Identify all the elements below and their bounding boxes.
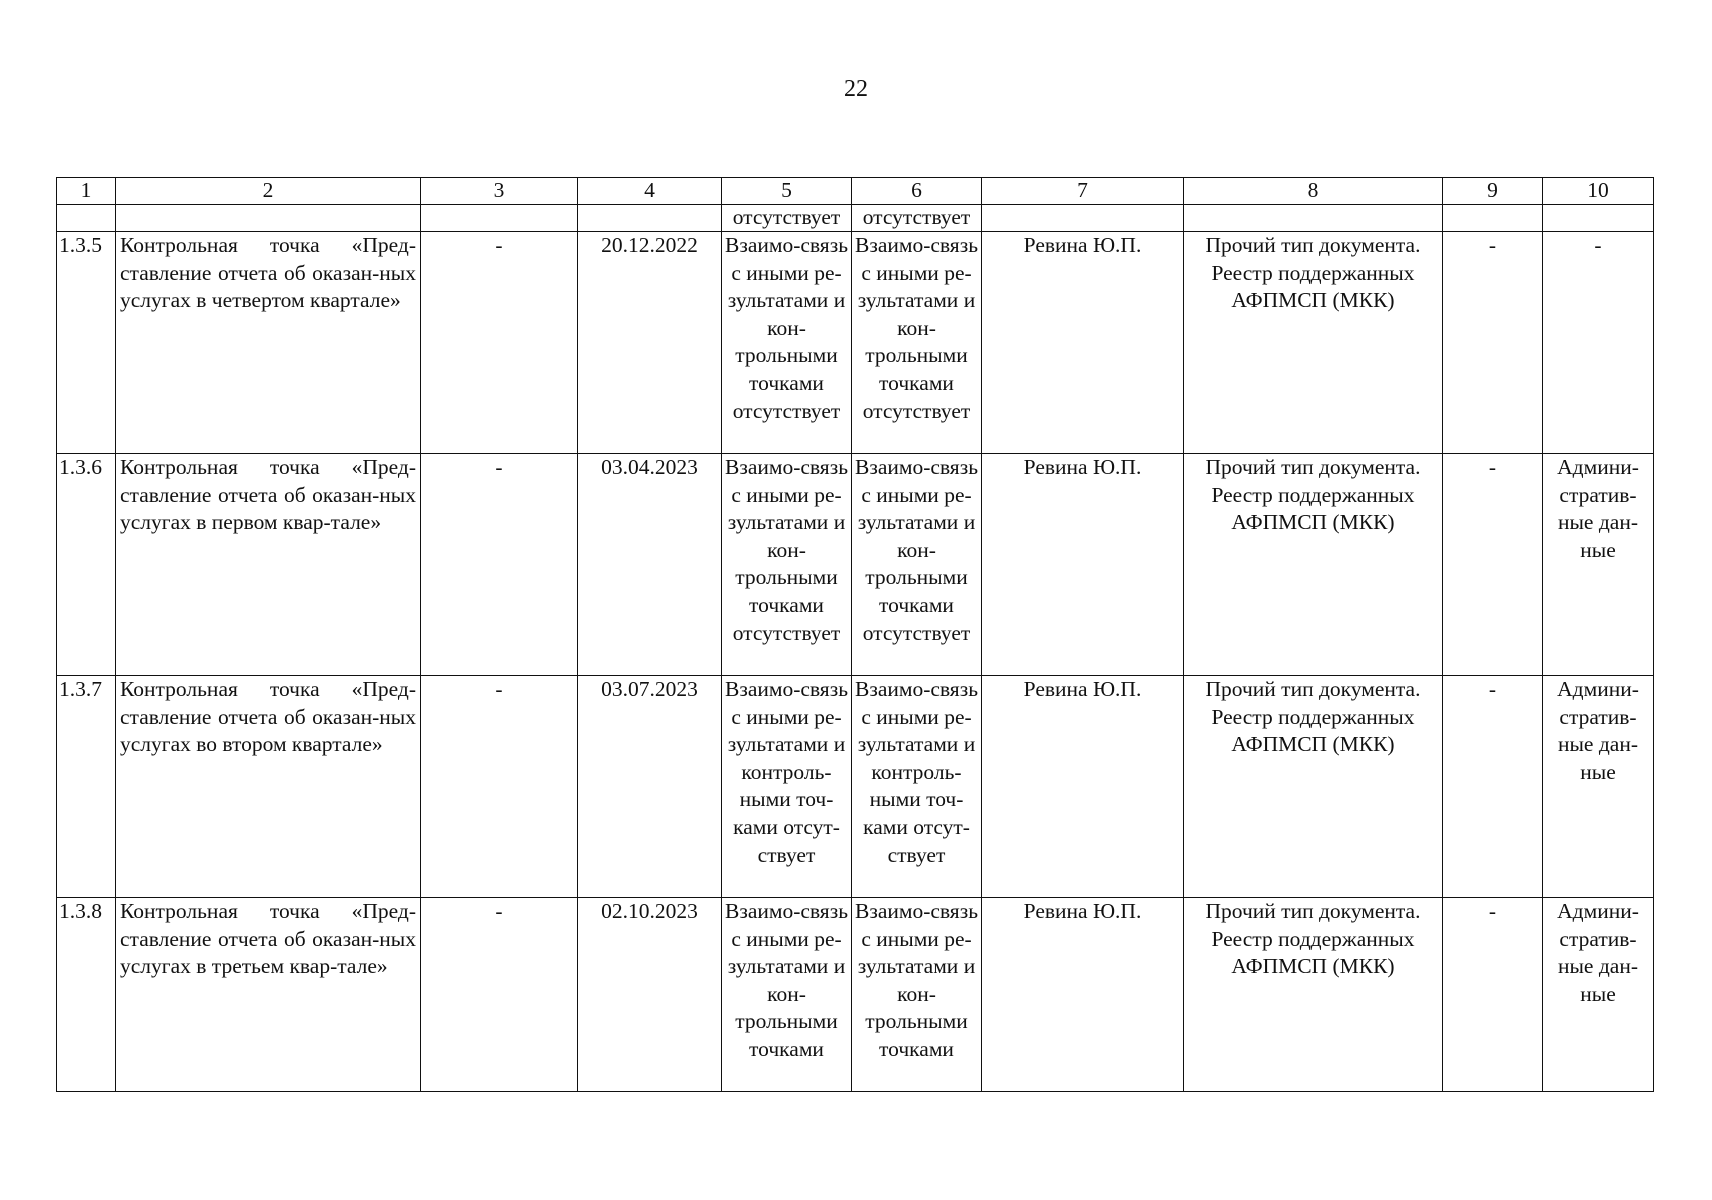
col6-value: Взаимо-связь с иными ре-зультатами и кон-трольными точками отсутствует bbox=[852, 454, 982, 676]
responsible-person: Ревина Ю.П. bbox=[982, 898, 1184, 1092]
table-cell bbox=[421, 205, 578, 232]
control-point-name: Контрольная точка «Пред-ставление отчета об оказан-ных услугах в третьем квар-тале» bbox=[116, 898, 421, 1092]
date-value: 02.10.2023 bbox=[578, 898, 722, 1092]
row-number: 1.3.8 bbox=[57, 898, 116, 1092]
table-cell bbox=[982, 205, 1184, 232]
col3-value: - bbox=[421, 454, 578, 676]
col10-value: - bbox=[1543, 232, 1654, 454]
continuation-col6: отсутствует bbox=[852, 205, 982, 232]
date-value: 03.07.2023 bbox=[578, 676, 722, 898]
control-points-table bbox=[56, 177, 1654, 1092]
col9-value: - bbox=[1443, 232, 1543, 454]
responsible-person: Ревина Ю.П. bbox=[982, 454, 1184, 676]
col9-value: - bbox=[1443, 898, 1543, 1092]
col6-value: Взаимо-связь с иными ре-зультатами и кон-трольными точками отсутствует bbox=[852, 232, 982, 454]
col3-value: - bbox=[421, 676, 578, 898]
column-header: 3 bbox=[421, 178, 578, 205]
document-type: Прочий тип документа. Реестр поддержанных АФПМСП (МКК) bbox=[1184, 232, 1443, 454]
column-header: 6 bbox=[852, 178, 982, 205]
page-number: 22 bbox=[844, 76, 868, 102]
row-number: 1.3.7 bbox=[57, 676, 116, 898]
responsible-person: Ревина Ю.П. bbox=[982, 232, 1184, 454]
table-row bbox=[57, 232, 1654, 454]
column-header: 9 bbox=[1443, 178, 1543, 205]
col10-value: Админи-стратив-ные дан-ные bbox=[1543, 454, 1654, 676]
col3-value: - bbox=[421, 898, 578, 1092]
column-header: 10 bbox=[1543, 178, 1654, 205]
column-header: 7 bbox=[982, 178, 1184, 205]
table-row bbox=[57, 454, 1654, 676]
column-header: 2 bbox=[116, 178, 421, 205]
col10-value: Админи-стратив-ные дан-ные bbox=[1543, 898, 1654, 1092]
table-cell bbox=[1184, 205, 1443, 232]
col3-value: - bbox=[421, 232, 578, 454]
column-header: 5 bbox=[722, 178, 852, 205]
column-header: 1 bbox=[57, 178, 116, 205]
continuation-row bbox=[57, 205, 1654, 232]
table-row bbox=[57, 676, 1654, 898]
table-cell bbox=[57, 205, 116, 232]
col5-value: Взаимо-связь с иными ре-зультатами и кон-трольными точками отсутствует bbox=[722, 232, 852, 454]
col9-value: - bbox=[1443, 454, 1543, 676]
table-cell bbox=[1543, 205, 1654, 232]
col6-value: Взаимо-связь с иными ре-зультатами и кон-трольными точками bbox=[852, 898, 982, 1092]
table-cell bbox=[116, 205, 421, 232]
table-row bbox=[57, 898, 1654, 1092]
responsible-person: Ревина Ю.П. bbox=[982, 676, 1184, 898]
control-point-name: Контрольная точка «Пред-ставление отчета об оказан-ных услугах во втором квартале» bbox=[116, 676, 421, 898]
table-cell bbox=[578, 205, 722, 232]
table-header-row bbox=[57, 178, 1654, 205]
col6-value: Взаимо-связь с иными ре-зультатами и контроль-ными точ-ками отсут-ствует bbox=[852, 676, 982, 898]
col5-value: Взаимо-связь с иными ре-зультатами и кон-трольными точками bbox=[722, 898, 852, 1092]
row-number: 1.3.6 bbox=[57, 454, 116, 676]
col5-value: Взаимо-связь с иными ре-зультатами и кон-трольными точками отсутствует bbox=[722, 454, 852, 676]
date-value: 03.04.2023 bbox=[578, 454, 722, 676]
column-header: 4 bbox=[578, 178, 722, 205]
table-cell bbox=[1443, 205, 1543, 232]
col10-value: Админи-стратив-ные дан-ные bbox=[1543, 676, 1654, 898]
document-type: Прочий тип документа. Реестр поддержанных АФПМСП (МКК) bbox=[1184, 676, 1443, 898]
row-number: 1.3.5 bbox=[57, 232, 116, 454]
col5-value: Взаимо-связь с иными ре-зультатами и контроль-ными точ-ками отсут-ствует bbox=[722, 676, 852, 898]
document-type: Прочий тип документа. Реестр поддержанных АФПМСП (МКК) bbox=[1184, 898, 1443, 1092]
continuation-col5: отсутствует bbox=[722, 205, 852, 232]
col9-value: - bbox=[1443, 676, 1543, 898]
document-type: Прочий тип документа. Реестр поддержанных АФПМСП (МКК) bbox=[1184, 454, 1443, 676]
date-value: 20.12.2022 bbox=[578, 232, 722, 454]
control-point-name: Контрольная точка «Пред-ставление отчета об оказан-ных услугах в четвертом квартале» bbox=[116, 232, 421, 454]
column-header: 8 bbox=[1184, 178, 1443, 205]
control-point-name: Контрольная точка «Пред-ставление отчета об оказан-ных услугах в первом квар-тале» bbox=[116, 454, 421, 676]
